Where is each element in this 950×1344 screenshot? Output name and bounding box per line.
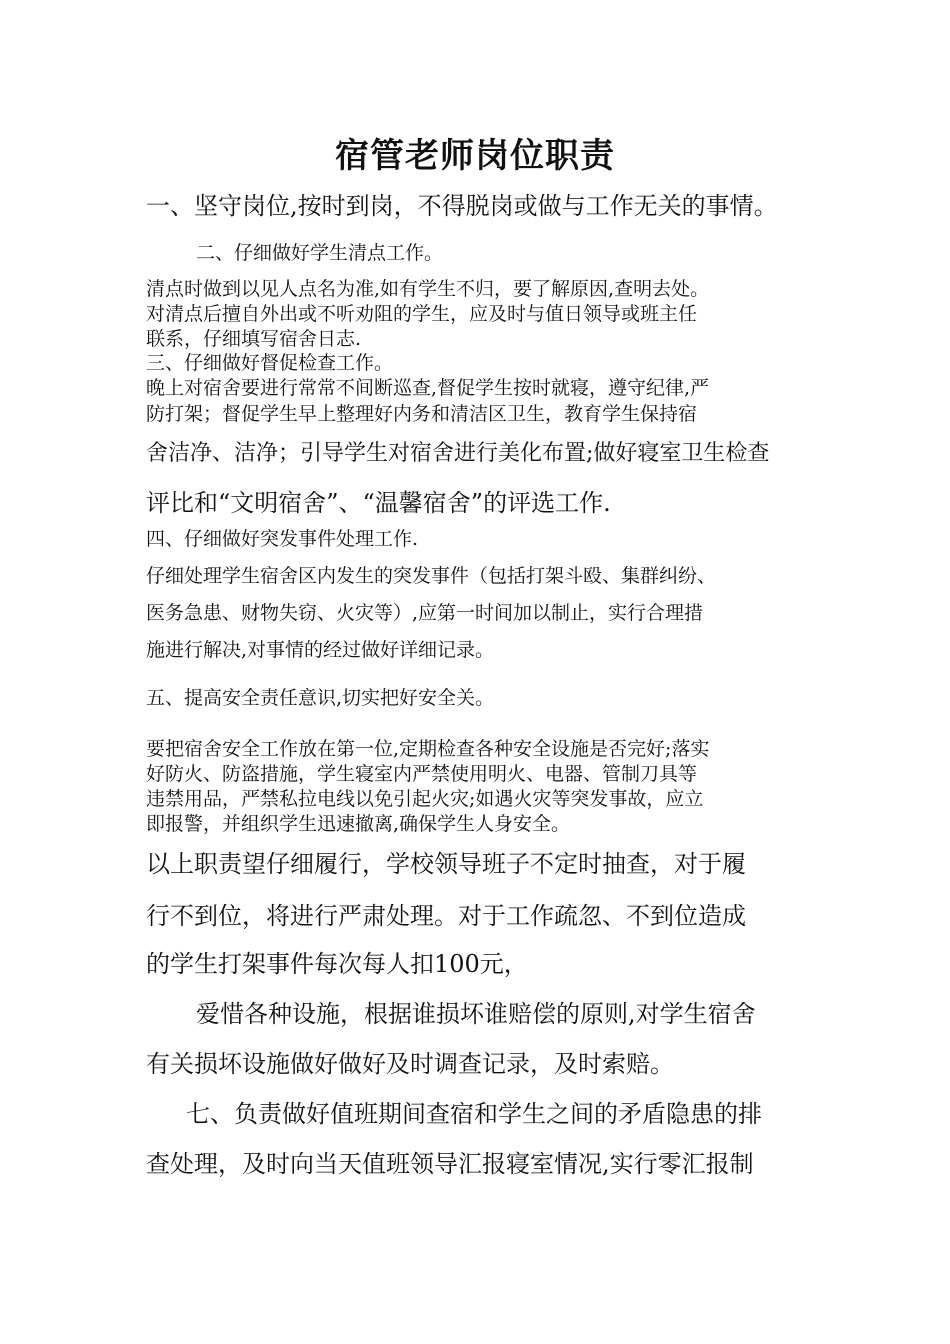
section-heading: 五、提高安全责任意识,切实把好安全关。 bbox=[146, 687, 495, 709]
paragraph-line: 以上职责望仔细履行，学校领导班子不定时抽查，对于履 bbox=[146, 850, 746, 878]
paragraph-line: 防打架；督促学生早上整理好内务和清洁区卫生，教育学生保持宿 bbox=[146, 403, 698, 425]
paragraph-line: 违禁用品，严禁私拉电线以免引起火灾;如遇火灾等突发事故，应立 bbox=[146, 788, 704, 810]
paragraph-line: 联系，仔细填写宿舍日志. bbox=[146, 328, 362, 350]
paragraph-line: 爱惜各种设施，根据谁损坏谁赔偿的原则,对学生宿舍 bbox=[196, 1000, 756, 1028]
paragraph-line: 有关损坏设施做好做好及时调查记录，及时索赔。 bbox=[146, 1050, 674, 1078]
section-heading: 二、仔细做好学生清点工作。 bbox=[196, 242, 444, 264]
paragraph-line: 一、坚守岗位,按时到岗，不得脱岗或做与工作无关的事情。 bbox=[146, 192, 778, 220]
paragraph-line: 的学生打架事件每次每人扣100元， bbox=[146, 950, 528, 978]
section-heading: 四、仔细做好突发事件处理工作. bbox=[146, 528, 419, 550]
paragraph-line: 舍洁净、洁净；引导学生对宿舍进行美化布置;做好寝室卫生检查 bbox=[146, 441, 770, 466]
paragraph-line: 对清点后擅自外出或不听劝阻的学生，应及时与值日领导或班主任 bbox=[146, 303, 698, 325]
paragraph-line: 要把宿舍安全工作放在第一位,定期检查各种安全设施是否完好;落实 bbox=[146, 738, 710, 760]
paragraph-line: 查处理，及时向当天值班领导汇报寝室情况,实行零汇报制 bbox=[146, 1150, 754, 1178]
paragraph-line: 清点时做到以见人点名为准,如有学生不归，要了解原因,查明去处。 bbox=[146, 278, 710, 300]
paragraph-line: 七、负责做好值班期间查宿和学生之间的矛盾隐患的排 bbox=[186, 1100, 762, 1128]
paragraph-line: 评比和“文明宿舍”、“温馨宿舍”的评选工作. bbox=[146, 489, 611, 517]
paragraph-line: 施进行解决,对事情的经过做好详细记录。 bbox=[146, 639, 495, 661]
paragraph-line: 医务急患、财物失窃、火灾等）,应第一时间加以制止，实行合理措 bbox=[146, 602, 704, 624]
paragraph-line: 行不到位，将进行严肃处理。对于工作疏忽、不到位造成 bbox=[146, 902, 746, 930]
section-heading: 三、仔细做好督促检查工作。 bbox=[146, 352, 394, 374]
paragraph-line: 即报警，并组织学生迅速撤离,确保学生人身安全。 bbox=[146, 813, 571, 835]
paragraph-line: 仔细处理学生宿舍区内发生的突发事件（包括打架斗殴、集群纠纷、 bbox=[146, 565, 717, 587]
paragraph-line: 晚上对宿舍要进行常常不间断巡查,督促学生按时就寝，遵守纪律,严 bbox=[146, 377, 710, 399]
page-title: 宿管老师岗位职责 bbox=[335, 136, 615, 176]
paragraph-line: 好防火、防盗措施，学生寝室内严禁使用明火、电器、管制刀具等 bbox=[146, 763, 698, 785]
